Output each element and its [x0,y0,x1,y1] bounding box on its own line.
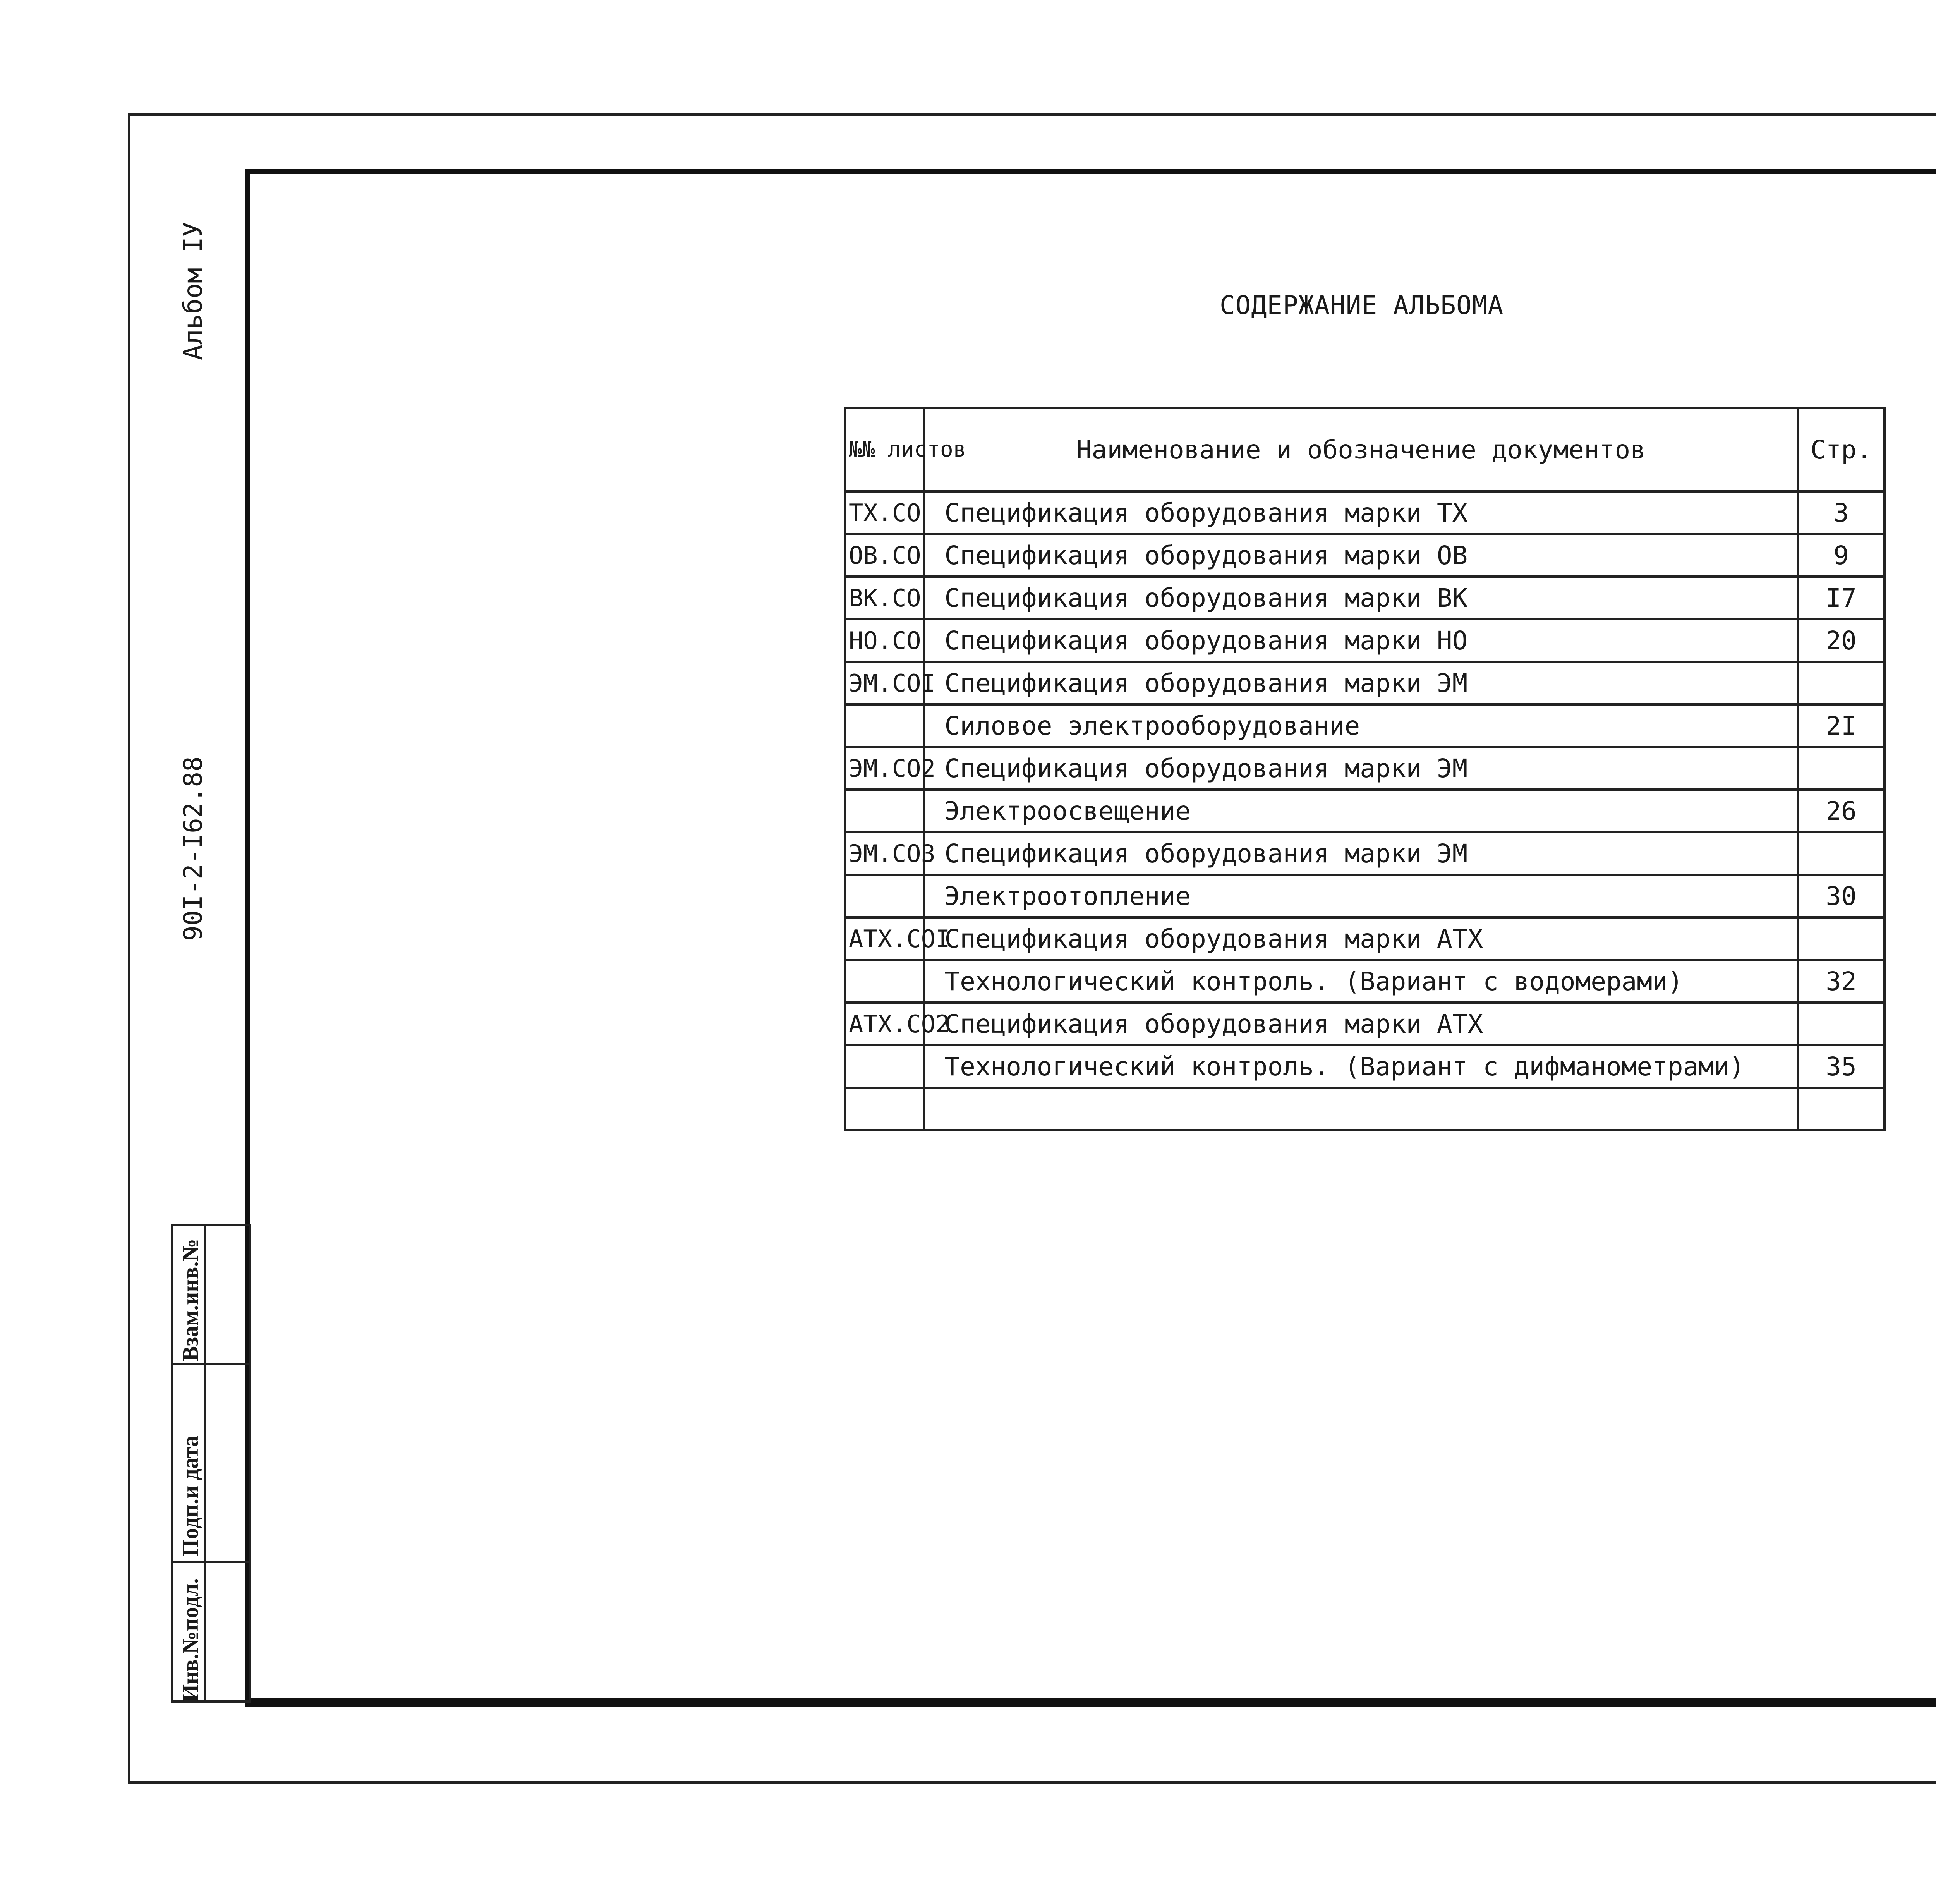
cell-document-name: Спецификация оборудования марки АТХ [924,917,1798,960]
cell-page: 3 [1798,491,1885,534]
stamp-divider [171,1561,251,1563]
table-row [845,577,1885,619]
cell-document-name: Спецификация оборудования марки ВК [924,577,1798,619]
cell-sheet-number: АТХ.СОI [845,917,924,960]
cell-document-name: Электроосвещение [924,790,1798,832]
table-row [845,747,1885,790]
cell-page [1798,832,1885,875]
stamp-label-replacement: Взам.инв.№ [178,1239,203,1361]
cell-page: 26 [1798,790,1885,832]
cell-page [1798,1003,1885,1045]
cell-document-name: Технологический контроль. (Вариант с водомерами) [924,960,1798,1003]
stamp-label-signature: Подп.и дата [178,1435,203,1557]
cell-sheet-number: ОВ.СО [845,534,924,577]
side-document-code: 90I-2-I62.88 [178,756,208,941]
table-row [845,875,1885,917]
cell-document-name: Технологический контроль. (Вариант с дифманометрами) [924,1045,1798,1088]
cell-page [1798,747,1885,790]
cell-page: 20 [1798,619,1885,662]
cell-sheet-number [845,790,924,832]
cell-page: 35 [1798,1045,1885,1088]
cell-document-name: Спецификация оборудования марки ОВ [924,534,1798,577]
table-row [845,491,1885,534]
cell-document-name: Электроотопление [924,875,1798,917]
cell-sheet-number: ЭМ.СО3 [845,832,924,875]
table-row [845,1045,1885,1088]
cell-page: 32 [1798,960,1885,1003]
contents-table [844,407,1886,1131]
table-row [845,960,1885,1003]
cell-page [1798,917,1885,960]
cell-sheet-number: АТХ.СО2 [845,1003,924,1045]
page-title: СОДЕРЖАНИЕ АЛЬБОМА [1220,290,1504,320]
cell-sheet-number [845,1088,924,1130]
cell-page: I7 [1798,577,1885,619]
cell-sheet-number [845,1045,924,1088]
album-label: Альбом IУ [178,221,208,360]
cell-document-name: Спецификация оборудования марки АТХ [924,1003,1798,1045]
table-row [845,1088,1885,1130]
table-header-row [845,408,1885,491]
table-row [845,534,1885,577]
frame-bottom-edge [245,1703,1936,1707]
cell-document-name: Спецификация оборудования марки ТХ [924,491,1798,534]
column-header-page: Стр. [1798,408,1885,491]
stamp-divider [171,1363,251,1365]
cell-document-name: Силовое электрооборудование [924,704,1798,747]
table-row [845,1003,1885,1045]
cell-sheet-number: НО.СО [845,619,924,662]
cell-document-name: Спецификация оборудования марки ЭМ [924,662,1798,704]
cell-document-name: Спецификация оборудования марки НО [924,619,1798,662]
table-row [845,832,1885,875]
column-header-sheet-number: №№ листов [845,408,924,491]
stamp-label-inventory: Инв.№подл. [178,1578,203,1702]
cell-document-name [924,1088,1798,1130]
cell-sheet-number: ТХ.СО [845,491,924,534]
cell-sheet-number [845,704,924,747]
cell-document-name: Спецификация оборудования марки ЭМ [924,832,1798,875]
table-row [845,790,1885,832]
cell-sheet-number: ВК.СО [845,577,924,619]
cell-sheet-number [845,875,924,917]
cell-page: 2I [1798,704,1885,747]
cell-sheet-number: ЭМ.СОI [845,662,924,704]
table-row [845,917,1885,960]
table-row [845,662,1885,704]
cell-sheet-number [845,960,924,1003]
cell-page: 9 [1798,534,1885,577]
cell-document-name: Спецификация оборудования марки ЭМ [924,747,1798,790]
column-header-document-name: Наименование и обозначение документов [924,408,1798,491]
table-row [845,704,1885,747]
cell-sheet-number: ЭМ.СО2 [845,747,924,790]
table-row [845,619,1885,662]
cell-page [1798,1088,1885,1130]
cell-page: 30 [1798,875,1885,917]
cell-page [1798,662,1885,704]
